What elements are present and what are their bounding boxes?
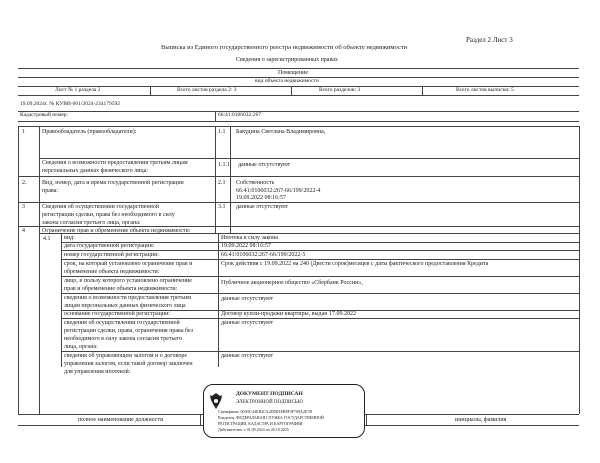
row4-number: 4: [22, 228, 25, 234]
stamp-owner2: РЕГИСТРАЦИИ, КАДАСТРА И КАРТОГРАФИИ: [218, 421, 303, 426]
stamp-owner: Владелец: ФЕДЕРАЛЬНАЯ СЛУЖБА ГОСУДАРСТВЕННОЙ: [218, 415, 324, 420]
enc-number-label: номер государственной регистрации:: [64, 252, 159, 258]
row2-sub: 2.1: [218, 180, 226, 186]
row3-label1: Сведения об осуществлении государственной: [42, 204, 160, 210]
stamp-line1: ДОКУМЕНТ ПОДПИСАН: [236, 391, 303, 397]
stamp-valid: Действителен: с 01.09.2024 по 26.10.2025: [218, 427, 289, 432]
row2-value3: 19.09.2022 08:16:57: [236, 195, 286, 201]
signature-position-label: полное наименование должности: [78, 417, 164, 423]
row2-label2: права:: [42, 188, 58, 194]
enc-beneficiary-label: лицо, в пользу которого установлено ограничение: [64, 278, 192, 284]
enc-date-value: 19.09.2022 08:16:57: [221, 243, 271, 249]
row1-sub: 1.1: [218, 129, 226, 135]
enc-consent-value: данные отсутствуют: [221, 320, 274, 326]
row1-number: 1: [22, 129, 25, 135]
coat-of-arms-icon: [209, 392, 223, 410]
enc-beneficiary-value: Публичное акционерное общество «Сбербанк России»,: [221, 280, 363, 286]
enc-manager-label2: управления залогом, если такой договор заключен: [64, 361, 193, 367]
extract-number: 19.09.2024г. № КУВИ-001/2024-234179592: [20, 101, 121, 107]
enc-manager-label3: для управления ипотекой:: [64, 369, 131, 375]
row1-label: Правообладатель (правообладатели):: [42, 129, 137, 135]
document-title: Выписка из Единого государственного реестра недвижимости об объекте недвижимости: [161, 44, 408, 51]
total-sections: Всего разделов: 3: [319, 87, 361, 93]
row1b-value: данные отсутствуют: [238, 162, 291, 168]
row2-label1: Вид, номер, дата и время государственной регистрации: [42, 180, 184, 186]
row3-label3: закона согласия третьего лица, органа:: [42, 220, 141, 226]
enc-number-value: 66:41:0106032:267-66/199/2022-5: [221, 252, 306, 258]
enc-kind-label: вид:: [64, 235, 75, 241]
row3-value: данные отсутствуют: [236, 204, 289, 210]
total-sheets-section: Всего листов раздела 2: 3: [177, 87, 237, 93]
enc-term-label2: обременение объекта недвижимости:: [64, 269, 160, 275]
enc-pd-label2: лицам персональных данных физического лица: [64, 303, 186, 309]
enc-term-label: срок, на который установлено ограничение прав и: [64, 261, 193, 267]
enc-basis-value: Договор купли-продажи квартиры, выдан 17.09.2022: [221, 311, 356, 317]
total-sheets-extract: Всего листов выписки: 5: [456, 87, 514, 93]
signature-name-label: инициалы, фамилия: [455, 417, 507, 423]
row1b-sub: 1.1.1: [218, 162, 230, 168]
enc-pd-value: данные отсутствуют: [221, 296, 274, 302]
section-page-label: Раздел 2 Лист 3: [466, 36, 513, 44]
enc-kind-value: Ипотека в силу закона: [221, 235, 278, 241]
encumbrance-sub: 4.1: [43, 236, 51, 242]
row2-value1: Собственность: [236, 180, 275, 186]
enc-term-value: Срок действия с 19.09.2022 на 240 (Двести сорок)месяцев с даты фактического предоставления Кредита: [221, 261, 489, 267]
row2-value2: 66:41:0106032:267-66/199/2022-4: [236, 188, 321, 194]
cadastral-value: 66:41:0106032:267: [218, 112, 262, 118]
enc-manager-value: данные отсутствуют: [221, 353, 274, 359]
row3-number: 3: [22, 204, 25, 210]
row3-label2: регистрации сделки, права без необходимого в силу: [42, 212, 175, 218]
enc-manager-label: сведения об управляющем залогом и о договоре: [64, 353, 188, 359]
row1-value: Бакудина Светлана Владимировна,: [236, 129, 326, 135]
stamp-cert: Сертификат: 00A9C44EB2CA2D0D1EB8F3F709A2E7B: [218, 409, 313, 414]
stamp-line2: ЭЛЕКТРОННОЙ ПОДПИСЬЮ: [236, 400, 303, 405]
enc-consent-label3: необходимого в силу закона согласия третьего: [64, 336, 183, 342]
enc-basis-label: основание государственной регистрации:: [64, 311, 170, 317]
row4-label: Ограничение прав и обременение объекта недвижимости:: [42, 228, 191, 234]
row3-sub: 3.1: [218, 204, 226, 210]
document-subtitle: Сведения о зарегистрированных правах: [236, 57, 338, 63]
row1b-label2: персональных данных физического лица:: [42, 168, 148, 174]
enc-pd-label: сведения о возможности предоставления третьим: [64, 295, 192, 301]
sheet-number: Лист № 1 раздела 2: [55, 87, 101, 93]
row1b-label1: Сведения о возможности предоставления третьим лицам: [42, 160, 188, 166]
cadastral-label: Кадастровый номер:: [20, 112, 69, 118]
enc-beneficiary-label2: прав и обременение объекта недвижимости:: [64, 286, 178, 292]
enc-consent-label: сведения об осуществлении государственной: [64, 320, 180, 326]
object-kind: Помещение: [278, 70, 309, 76]
enc-date-label: дата государственной регистрации:: [64, 243, 155, 249]
enc-consent-label2: регистрации сделки, права, ограничения права без: [64, 328, 194, 334]
object-kind-label: вид объекта недвижимости: [255, 78, 319, 84]
enc-consent-label4: лица, органа:: [64, 344, 98, 350]
row2-number: 2.: [22, 180, 27, 186]
